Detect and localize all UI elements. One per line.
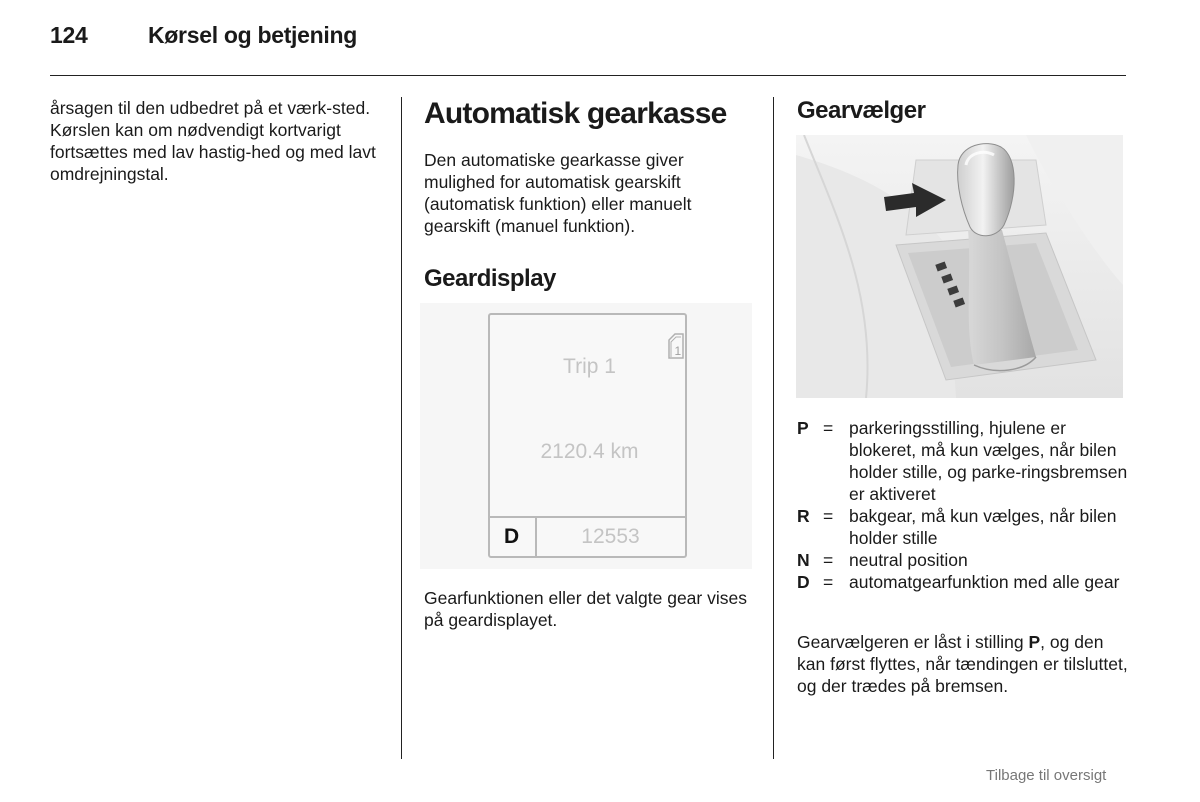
definition-r xyxy=(797,505,1132,549)
page-number: 124 xyxy=(50,22,88,48)
column-2 xyxy=(424,97,756,293)
column-divider-1 xyxy=(401,97,402,759)
definition-key: N xyxy=(797,550,810,570)
definition-p xyxy=(797,417,1132,505)
geardisplay-illustration xyxy=(420,303,752,569)
definition-text: bakgear, må kun vælges, når bilen holder stille xyxy=(849,506,1117,548)
geardisplay-caption: Gearfunktionen eller det valgte gear vises på geardisplayet. xyxy=(424,588,747,630)
back-to-overview-link[interactable]: Tilbage til oversigt xyxy=(986,767,1107,784)
definition-n xyxy=(797,549,1132,571)
body-text-continued: årsagen til den udbedret på et værk-sted. Kørslen kan om nødvendigt kortvarigt fortsættes med lav hastig-hed og med lavt omdrejningstal. xyxy=(50,98,376,184)
lock-note-end: , og den kan først flyttes, når tændingen er tilsluttet, og der trædes på bremsen. xyxy=(797,632,1128,696)
lock-note xyxy=(797,631,1132,697)
subsection-title-geardisplay: Geardisplay xyxy=(424,265,556,292)
gear-position-list xyxy=(797,417,1132,593)
definition-d xyxy=(797,571,1132,593)
page-header xyxy=(50,22,357,49)
definition-key: P xyxy=(797,418,809,438)
definition-equals: = xyxy=(823,418,834,438)
definition-key: D xyxy=(797,572,810,592)
gear-selector-photo xyxy=(796,135,1123,398)
definition-text: parkeringsstilling, hjulene er blokeret, må kun vælges, når bilen holder stille, og parke-ringsbremsen er aktiveret xyxy=(849,418,1128,504)
lock-note-start: Gearvælgeren er låst i stilling xyxy=(797,632,1029,652)
gear-indicator: D xyxy=(504,525,520,548)
odometer-value: 12553 xyxy=(581,525,640,548)
trip-label: Trip 1 xyxy=(563,355,616,378)
definition-equals: = xyxy=(823,550,834,570)
svg-text:1: 1 xyxy=(674,344,682,358)
subsection-title-gearvaelger: Gearvælger xyxy=(797,97,926,124)
column-divider-2 xyxy=(773,97,774,759)
column-3 xyxy=(797,97,1127,125)
definition-key: R xyxy=(797,506,810,526)
definition-equals: = xyxy=(823,506,834,526)
geardisplay-caption-block xyxy=(424,587,756,631)
header-rule xyxy=(50,75,1126,76)
display-divider xyxy=(490,516,685,518)
definition-equals: = xyxy=(823,572,834,592)
chapter-title: Kørsel og betjening xyxy=(148,22,357,48)
definition-text: automatgearfunktion med alle gear xyxy=(849,572,1120,592)
section-title: Automatisk gearkasse xyxy=(424,97,727,130)
definition-text: neutral position xyxy=(849,550,968,570)
lock-note-bold: P xyxy=(1028,632,1041,652)
display-frame xyxy=(488,313,687,558)
column-1 xyxy=(50,97,380,185)
intro-text: Den automatiske gearkasse giver mulighed for automatisk gearskift (automatisk funktion) eller manuelt gearskift (manuel funktion). xyxy=(424,150,692,236)
trip-distance: 2120.4 km xyxy=(540,440,639,463)
